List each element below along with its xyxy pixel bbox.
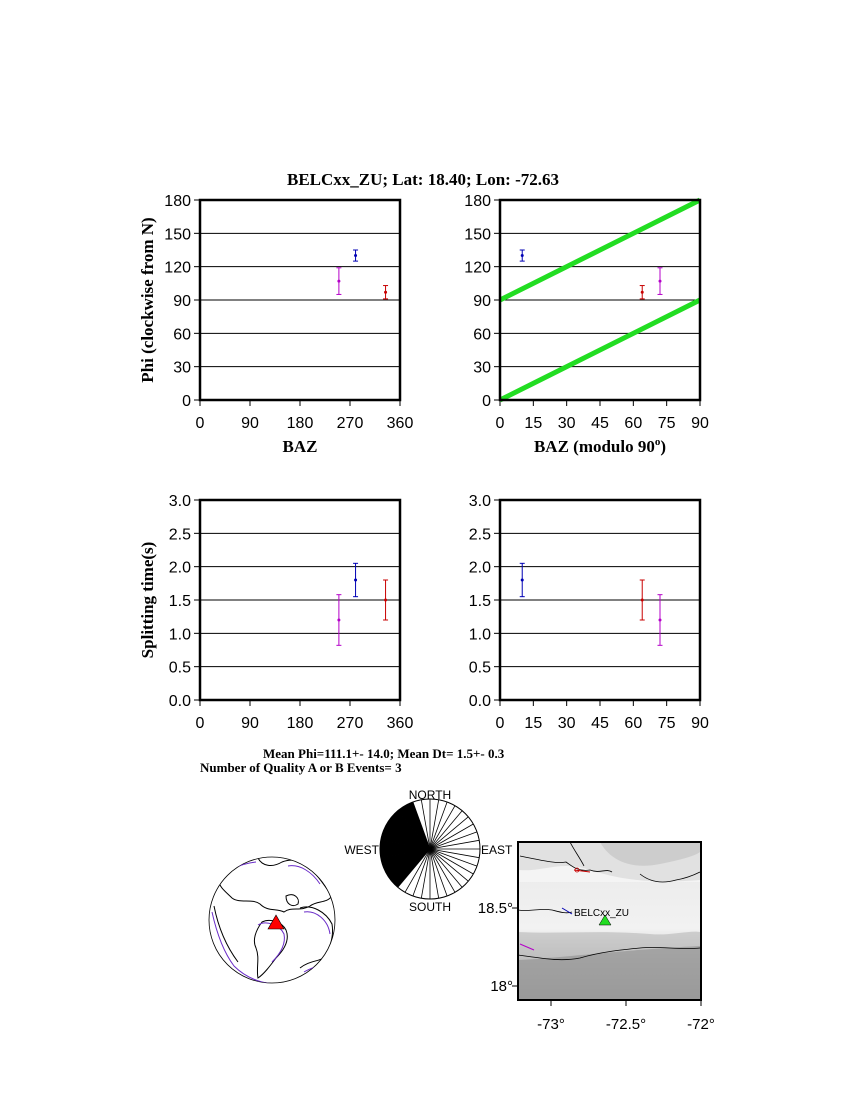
y-tick-label: 60 bbox=[173, 326, 191, 344]
baz-axis-label: BAZ bbox=[282, 437, 318, 456]
data-point bbox=[384, 291, 387, 294]
data-point bbox=[659, 619, 662, 622]
y-tick-label: 0.5 bbox=[168, 659, 191, 677]
data-point bbox=[337, 280, 340, 283]
map-lon-label-1: -73° bbox=[537, 1016, 565, 1033]
y-tick-label: 150 bbox=[164, 226, 191, 244]
map-lat-label-1: 18.5° bbox=[477, 900, 513, 917]
rose-north-label: NORTH bbox=[408, 788, 452, 802]
x-tick-label: 90 bbox=[691, 415, 709, 432]
y-tick-label: 180 bbox=[164, 193, 191, 210]
x-tick-label: 0 bbox=[195, 715, 205, 732]
y-tick-label: 1.5 bbox=[468, 593, 491, 610]
y-tick-label: 3.0 bbox=[168, 493, 191, 510]
y-tick-label: 1.0 bbox=[468, 626, 491, 644]
y-tick-label: 150 bbox=[464, 226, 491, 244]
y-tick-label: 3.0 bbox=[468, 493, 491, 510]
y-tick-label: 60 bbox=[473, 326, 491, 344]
data-point bbox=[521, 579, 524, 582]
x-tick-label: 15 bbox=[524, 415, 543, 432]
data-point bbox=[641, 599, 644, 602]
x-tick-label: 30 bbox=[557, 715, 576, 732]
regional-map bbox=[478, 842, 715, 1033]
x-tick-label: 270 bbox=[336, 415, 364, 432]
splitting-time-axis-label: Splitting time(s) bbox=[138, 541, 157, 659]
y-tick-label: 0.5 bbox=[468, 659, 491, 677]
baz-mod90-axis-label: BAZ (modulo 90$^o$) bbox=[533, 436, 667, 456]
y-tick-label: 90 bbox=[473, 293, 491, 310]
phi-axis-label: Phi (clockwise from N) bbox=[138, 217, 157, 383]
x-tick-label: 0 bbox=[495, 415, 505, 432]
map-lon-label-3: -72° bbox=[687, 1016, 715, 1033]
y-tick-label: 120 bbox=[464, 259, 491, 277]
x-tick-label: 30 bbox=[557, 415, 576, 432]
x-tick-label: 180 bbox=[286, 715, 314, 732]
phi-vs-baz-panel bbox=[164, 193, 413, 432]
y-tick-label: 0 bbox=[182, 393, 191, 410]
figure-title: BELCxx_ZU; Lat: 18.40; Lon: -72.63 bbox=[286, 170, 560, 189]
mean-summary-line: Mean Phi=111.1+- 14.0; Mean Dt= 1.5+- 0.3 bbox=[263, 746, 505, 761]
rose-east-label: EAST bbox=[481, 843, 513, 857]
y-tick-label: 2.0 bbox=[468, 559, 491, 577]
y-tick-label: 0 bbox=[482, 393, 491, 410]
y-tick-label: 2.5 bbox=[168, 526, 191, 544]
x-tick-label: 360 bbox=[386, 715, 414, 732]
phi-vs-baz-mod90-panel bbox=[464, 193, 709, 432]
x-tick-label: 60 bbox=[624, 415, 643, 432]
x-tick-label: 90 bbox=[691, 715, 709, 732]
y-tick-label: 1.5 bbox=[168, 593, 191, 610]
x-tick-label: 90 bbox=[241, 415, 259, 432]
station-label: BELCxx_ZU bbox=[574, 908, 630, 919]
globe-inset bbox=[209, 857, 335, 984]
x-tick-label: 0 bbox=[495, 715, 505, 732]
map-lon-label-2: -72.5° bbox=[605, 1016, 647, 1033]
x-tick-label: 15 bbox=[524, 715, 543, 732]
x-tick-label: 60 bbox=[624, 715, 643, 732]
y-tick-label: 0.0 bbox=[168, 693, 191, 710]
data-point bbox=[521, 254, 524, 257]
y-tick-label: 2.0 bbox=[168, 559, 191, 577]
y-tick-label: 1.0 bbox=[168, 626, 191, 644]
data-point bbox=[384, 599, 387, 602]
rose-south-label: SOUTH bbox=[409, 900, 451, 914]
splitting-time-vs-baz-mod90-panel bbox=[469, 493, 709, 732]
y-tick-label: 180 bbox=[464, 193, 491, 210]
data-point bbox=[354, 254, 357, 257]
y-tick-label: 0.0 bbox=[468, 693, 491, 710]
data-point bbox=[337, 619, 340, 622]
x-tick-label: 45 bbox=[591, 415, 609, 432]
x-tick-label: 45 bbox=[591, 715, 609, 732]
x-tick-label: 360 bbox=[386, 415, 414, 432]
y-tick-label: 30 bbox=[473, 359, 491, 377]
splitting-time-vs-baz-panel bbox=[169, 493, 414, 732]
x-tick-label: 270 bbox=[336, 715, 364, 732]
x-tick-label: 90 bbox=[241, 715, 259, 732]
x-tick-label: 0 bbox=[195, 415, 205, 432]
rose-diagram bbox=[344, 788, 513, 914]
x-tick-label: 75 bbox=[657, 415, 676, 432]
x-tick-label: 180 bbox=[286, 415, 314, 432]
y-tick-label: 2.5 bbox=[468, 526, 491, 544]
y-tick-label: 120 bbox=[164, 259, 191, 277]
reference-line bbox=[500, 200, 700, 300]
rose-west-label: WEST bbox=[344, 843, 379, 857]
data-point bbox=[354, 579, 357, 582]
data-point bbox=[641, 291, 644, 294]
data-point bbox=[659, 280, 662, 283]
event-count-line: Number of Quality A or B Events= 3 bbox=[200, 760, 402, 775]
x-tick-label: 75 bbox=[657, 715, 676, 732]
reference-line bbox=[500, 300, 700, 400]
y-tick-label: 90 bbox=[173, 293, 191, 310]
y-tick-label: 30 bbox=[173, 359, 191, 377]
map-lat-label-2: 18° bbox=[490, 978, 513, 995]
